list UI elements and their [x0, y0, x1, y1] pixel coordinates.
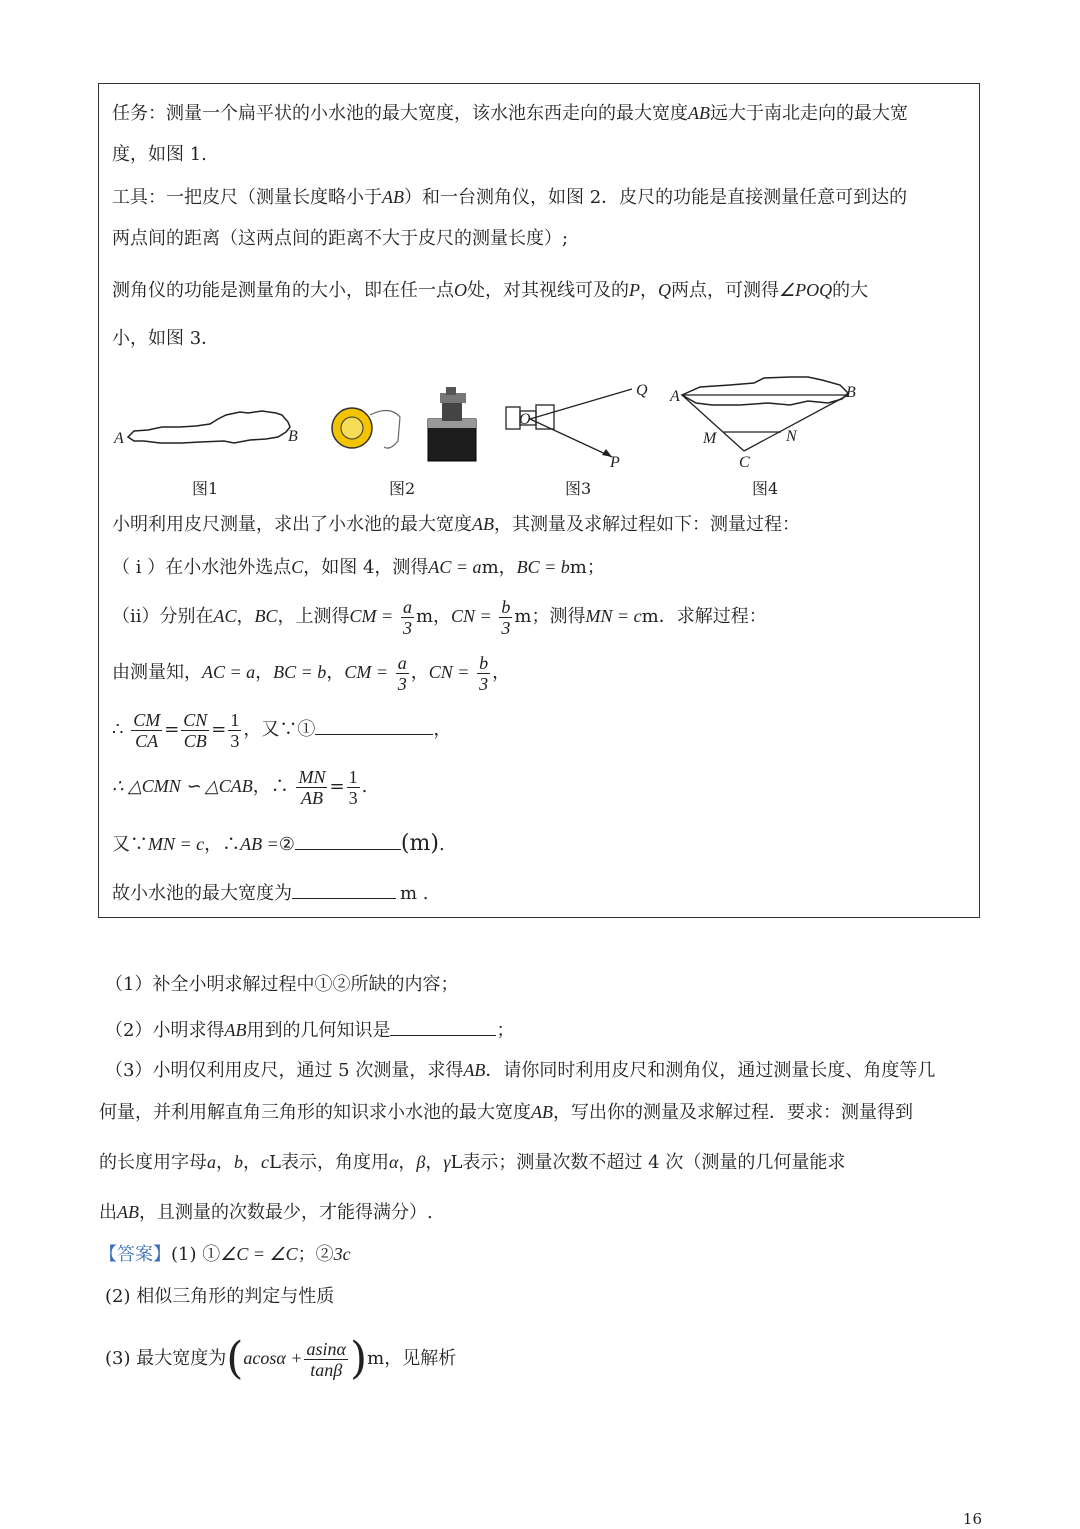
text: ，	[433, 719, 452, 740]
numerator: a	[402, 596, 412, 617]
unit-m: (m)	[400, 831, 439, 856]
angle-line-2: 小，如图 3．	[112, 328, 220, 349]
text: 出	[99, 1202, 117, 1223]
similar-line	[112, 764, 367, 809]
text: m，	[415, 606, 452, 627]
text: 处，对其视线可及的	[467, 280, 629, 301]
right-paren: )	[349, 1333, 368, 1384]
text: ②	[278, 834, 295, 855]
text: ，	[410, 662, 429, 683]
numerator: b	[501, 596, 511, 617]
math-ab: AB	[117, 1202, 139, 1222]
left-paren: (	[226, 1333, 244, 1384]
text: ，	[492, 662, 511, 683]
text: (1) ①	[171, 1244, 221, 1265]
text: 工具：一把皮尺（测量长度略小于	[112, 187, 382, 208]
text: m .	[400, 883, 429, 904]
math-ac: AC = a	[202, 662, 256, 682]
math-ab: AB	[688, 103, 710, 123]
text: ；	[496, 1020, 515, 1041]
math-angle-eq: ∠C = ∠C	[220, 1244, 298, 1264]
text: 的大	[832, 280, 869, 301]
therefore-symbol: ∴	[112, 719, 124, 740]
figure-3-caption: 图3	[565, 479, 592, 498]
fraction-asin-tan	[304, 1339, 347, 1380]
label-m: M	[703, 430, 717, 447]
denominator: 3	[348, 787, 358, 808]
text: m；测得	[514, 606, 586, 627]
text: ；②	[297, 1244, 334, 1265]
text: 用到的几何知识是	[246, 1020, 391, 1041]
math-l: L	[450, 1152, 463, 1173]
math-cn: CN =	[451, 606, 492, 626]
text: ，其测量及求解过程如下：测量过程：	[494, 514, 800, 535]
math-similar-triangles: ∴ △CMN ∽ △CAB	[112, 776, 253, 796]
figure-3-angle	[506, 382, 648, 471]
text: ，又∵①	[243, 719, 316, 740]
text: 测角仪的功能是测量角的大小，即在任一点	[112, 280, 454, 301]
text: ，	[255, 662, 274, 683]
text: （ i ）在小水池外选点	[112, 557, 292, 578]
answer-label: 【答案】	[99, 1244, 171, 1265]
numerator: CM	[133, 709, 161, 730]
math-o: O	[454, 280, 467, 300]
math-mn: MN = c	[585, 606, 642, 626]
text: 由测量知，	[112, 662, 202, 683]
ratio-line	[112, 708, 451, 752]
label-n: N	[786, 428, 797, 445]
math-cm: CM =	[349, 606, 394, 626]
equals: =	[329, 776, 345, 797]
denominator: 3	[479, 673, 489, 694]
label-p: P	[610, 454, 620, 471]
denominator: 3	[402, 617, 412, 638]
figure-4-caption: 图4	[752, 479, 779, 498]
text: 又∵	[112, 834, 148, 855]
numerator: b	[479, 652, 489, 673]
text: (3) 最大宽度为	[105, 1348, 227, 1369]
known-values	[112, 650, 510, 695]
denominator: CA	[131, 730, 162, 751]
text: ，	[326, 662, 345, 683]
text: 任务：测量一个扁平状的小水池的最大宽度，该水池东西走向的最大宽度	[112, 103, 688, 124]
text: .	[361, 776, 368, 797]
text: ，∴	[252, 776, 289, 797]
math-bc: BC	[254, 606, 278, 626]
solution-intro	[112, 513, 800, 536]
answer-2: (2) 相似三角形的判定与性质	[105, 1286, 335, 1307]
page-number: 16	[962, 1510, 982, 1528]
step-2	[112, 594, 767, 639]
numerator: asinα	[306, 1338, 346, 1359]
label-a: A	[670, 388, 680, 405]
label-c: C	[739, 454, 750, 471]
text: （2）小明求得	[105, 1020, 225, 1041]
denominator: 3	[397, 673, 407, 694]
math-ab: AB	[463, 1060, 486, 1080]
step-1	[112, 556, 605, 579]
math-c: c	[261, 1152, 269, 1172]
text: 表示，角度用	[280, 1152, 389, 1173]
numerator: MN	[298, 766, 326, 787]
denominator: 3	[230, 730, 240, 751]
math-a: a	[207, 1152, 216, 1172]
fraction-1-3	[228, 710, 241, 751]
text: .	[438, 834, 445, 855]
math-cn: CN =	[428, 662, 470, 682]
question-3-line-4	[99, 1201, 433, 1224]
numerator: 1	[230, 709, 240, 730]
text: ，	[236, 606, 255, 627]
math-expression: acosα +	[243, 1348, 303, 1368]
math-gamma: γ	[443, 1152, 451, 1172]
fraction-a-over-3	[396, 653, 409, 694]
figures-strip	[100, 375, 980, 475]
math-b: b	[234, 1152, 243, 1172]
blank-1[interactable]	[315, 716, 433, 735]
text: 表示；测量次数不超过 4 次（测量的几何量能求	[462, 1152, 846, 1173]
text: ）和一台测角仪，如图 2．皮尺的功能是直接测量任意可到达的	[404, 187, 908, 208]
tool-line-1	[112, 186, 907, 209]
fraction-a-over-3	[401, 597, 414, 638]
text: ，上测得	[277, 606, 350, 627]
fraction-mn-ab	[296, 767, 327, 808]
fraction-b-over-3	[477, 653, 490, 694]
text: ，写出你的测量及求解过程．要求：测量得到	[553, 1102, 913, 1123]
math-ab: AB	[382, 187, 404, 207]
text: ．请你同时利用皮尺和测角仪，通过测量长度、角度等几	[485, 1060, 936, 1081]
answer-3	[105, 1333, 457, 1384]
width-line	[112, 880, 429, 905]
question-1: （1）补全小明求解过程中①②所缺的内容；	[105, 974, 459, 995]
label-q: Q	[636, 382, 648, 399]
figure-4-triangle	[669, 377, 856, 471]
ab-result-line	[112, 831, 445, 856]
label-b: B	[846, 384, 856, 401]
text: m；	[569, 557, 605, 578]
equals: =	[164, 719, 180, 740]
text: （ii）分别在	[112, 606, 214, 627]
math-3c: 3c	[333, 1244, 351, 1264]
label-a: A	[114, 430, 124, 447]
label-b: B	[288, 428, 298, 445]
math-mn: MN = c	[148, 834, 205, 854]
task-line-2: 度，如图 1.	[112, 144, 207, 165]
numerator: a	[397, 652, 407, 673]
denominator: 3	[501, 617, 511, 638]
math-p: P	[629, 280, 640, 300]
equals: =	[211, 719, 227, 740]
question-3-line-1	[105, 1059, 935, 1082]
text: 何量，并利用解直角三角形的知识求小水池的最大宽度	[99, 1102, 531, 1123]
text: （3）小明仅利用皮尺，通过 5 次测量，求得	[105, 1060, 464, 1081]
text: m，	[481, 557, 517, 578]
numerator: CN	[183, 709, 208, 730]
math-ab: AB	[472, 514, 494, 534]
math-ab: AB =	[240, 834, 279, 854]
text: 两点，可测得	[671, 280, 779, 301]
math-bc: BC = b	[516, 557, 570, 577]
text: 的长度用字母	[99, 1152, 207, 1173]
question-3-line-3: 的长度用字母a，b，cL表示，角度用α，β，γL表示；测量次数不超过 4 次（测量的几何量能求	[99, 1152, 846, 1173]
text: ，且测量的次数最少，才能得满分）.	[139, 1202, 433, 1223]
text: m．求解过程：	[641, 606, 767, 627]
math-bc: BC = b	[273, 662, 327, 682]
fraction-b-over-3	[499, 597, 512, 638]
answer-1	[99, 1243, 351, 1266]
figure-1-pond	[113, 411, 298, 447]
math-ac: AC	[213, 606, 237, 626]
math-ab: AB	[224, 1020, 247, 1040]
text: ，∴	[204, 834, 241, 855]
math-alpha: α	[388, 1152, 399, 1172]
text: 小明利用皮尺测量，求出了小水池的最大宽度	[112, 514, 472, 535]
tool-line-2: 两点间的距离（这两点间的距离不大于皮尺的测量长度）;	[112, 228, 569, 249]
math-l: L	[269, 1152, 281, 1173]
denominator: CB	[181, 730, 209, 751]
math-ac: AC = a	[428, 557, 482, 577]
math-ab: AB	[531, 1102, 553, 1122]
question-2	[105, 1017, 514, 1042]
numerator: 1	[348, 766, 358, 787]
math-beta: β	[416, 1152, 426, 1172]
text: 远大于南北走向的最大宽	[710, 103, 908, 124]
math-c: C	[291, 557, 304, 577]
fraction-cn-cb	[181, 710, 209, 751]
label-o: O	[519, 411, 531, 428]
question-3-line-2	[99, 1101, 913, 1124]
figure-1-caption: 图1	[192, 479, 219, 498]
task-line-1	[112, 102, 908, 125]
figure-2-instruments	[332, 387, 476, 461]
fraction-1-3	[347, 767, 360, 808]
denominator: AB	[296, 787, 327, 808]
blank-4[interactable]	[390, 1017, 496, 1036]
angle-line-1: 测角仪的功能是测量角的大小，即在任一点O处，对其视线可及的P，Q两点，可测得∠POQ的大	[112, 280, 869, 301]
fraction-cm-ca	[131, 710, 162, 751]
math-angle-poq: ∠POQ	[779, 280, 833, 300]
denominator: tanβ	[304, 1359, 347, 1380]
math-q: Q	[658, 280, 671, 300]
text: m，见解析	[367, 1348, 457, 1369]
blank-2[interactable]	[295, 831, 401, 850]
figure-2-caption: 图2	[389, 479, 416, 498]
text: ，如图 4，测得	[303, 557, 429, 578]
blank-3[interactable]	[292, 880, 396, 899]
math-cm: CM =	[344, 662, 388, 682]
text: 故小水池的最大宽度为	[112, 883, 292, 904]
